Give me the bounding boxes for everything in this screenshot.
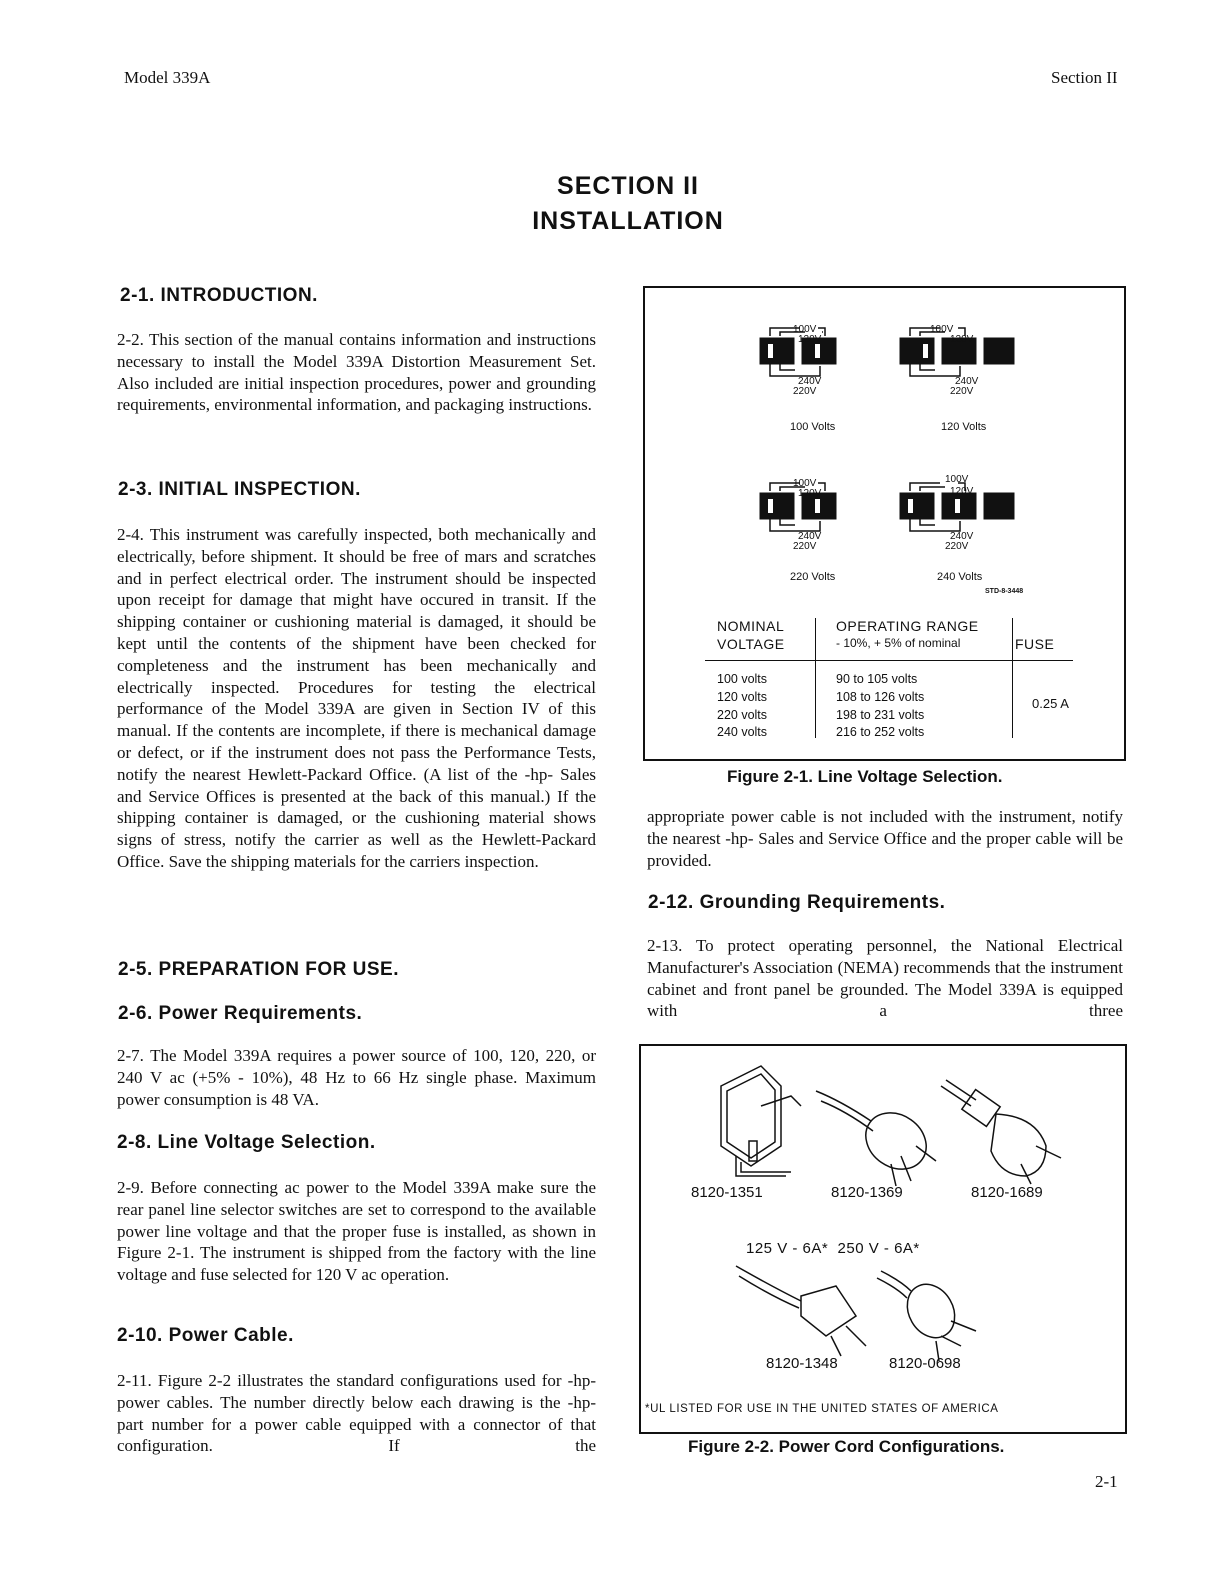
label-220v-4: 220V <box>945 541 969 552</box>
label-100v-4: 100V <box>945 474 969 485</box>
header-nominal-line2: VOLTAGE <box>717 636 785 652</box>
plug-8120-0698 <box>877 1271 976 1361</box>
label-220v-3: 220V <box>793 541 817 552</box>
figure-1-caption: Figure 2-1. Line Voltage Selection. <box>727 767 1003 786</box>
label-120v-3: 120V <box>798 488 822 499</box>
plug-8120-1348 <box>736 1266 866 1356</box>
header-nominal-line1: NOMINAL <box>717 618 785 634</box>
paragraph-2-13: 2-13. To protect operating personnel, the National Electrical Manufacturer's Association (NEMA) recommends that the instrument cabinet and front panel be grounded. The Model 339A is equipped with a three <box>647 936 1123 1021</box>
table-row-1-nominal: 100 volts <box>717 672 768 686</box>
table-row-1-range: 90 to 105 volts <box>836 672 918 686</box>
label-100v-3: 100V <box>793 478 817 489</box>
table-fuse-value: 0.25 A <box>1032 696 1069 711</box>
paragraph-2-4: 2-4. This instrument was carefully inspected, both mechanically and electrically, before shipment. It should be free of mars and scratches and in perfect electrical order. The instrument should be inspected upon receipt for damage that might have occured in transit. If the shipping container or cushioning material is damaged, it should be kept until the contents of the shipment have been checked for completeness and the instrument has been mechanically and electrically inspected. Procedures for testing the electrical performance of the Model 339A are given in Section IV of this manual. If the contents are incomplete, if there is mechanical damage or defect, or if the instrument does not pass the Performance Tests, notify the nearest Hewlett-Packard Office. (A list of the -hp- Sales and Service Offices is presented at the back of this manual.) If the shipping container is damaged, or the cushioning material shows signs of stress, notify the carrier as well as the Hewlett-Packard Office. Save the shipping materials for the carriers inspection. <box>117 525 596 871</box>
part-8120-1369: 8120-1369 <box>831 1184 903 1201</box>
heading-preparation-for-use: 2-5. PREPARATION FOR USE. <box>118 959 399 980</box>
label-240v-1: 240V <box>798 376 822 387</box>
figure-power-cords <box>639 1044 1127 1434</box>
table-row-4-range: 216 to 252 volts <box>836 725 925 739</box>
plug-8120-1369 <box>816 1091 937 1186</box>
label-240v-2: 240V <box>955 376 979 387</box>
setting-120-volts: 120 Volts <box>941 421 987 433</box>
table-row-3-range: 198 to 231 volts <box>836 708 925 722</box>
header-model: Model 339A <box>124 68 211 87</box>
part-8120-1348: 8120-1348 <box>766 1355 838 1372</box>
ul-footnote: *UL LISTED FOR USE IN THE UNITED STATES OF AMERICA <box>645 1403 999 1415</box>
heading-power-cable: 2-10. Power Cable. <box>117 1325 294 1346</box>
setting-240-volts: 240 Volts <box>937 571 983 583</box>
table-row-2-range: 108 to 126 volts <box>836 690 925 704</box>
table-row-3-nominal: 220 volts <box>717 708 768 722</box>
plug-8120-1351 <box>721 1066 801 1176</box>
setting-220-volts: 220 Volts <box>790 571 836 583</box>
figure-2-caption: Figure 2-2. Power Cord Configurations. <box>688 1437 1005 1456</box>
paragraph-2-11-continued: appropriate power cable is not included with the instrument, notify the nearest -hp- Sales and Service Office and the proper cable will be provided. <box>647 807 1123 870</box>
section-title: SECTION II <box>557 172 699 200</box>
paragraph-2-2: 2-2. This section of the manual contains information and instructions necessary to install the Model 339A Distortion Measurement Set. Also included are initial inspection procedures, power and grounding requirements, environmental information, and packaging instructions. <box>117 330 596 415</box>
label-240v-4: 240V <box>950 531 974 542</box>
heading-initial-inspection: 2-3. INITIAL INSPECTION. <box>118 479 361 500</box>
voltage-rating: 125 V - 6A* 250 V - 6A* <box>746 1240 920 1257</box>
header-operating-range-sub: - 10%, + 5% of nominal <box>836 636 961 650</box>
setting-100-volts: 100 Volts <box>790 421 836 433</box>
table-row-2-nominal: 120 volts <box>717 690 768 704</box>
plug-8120-1689 <box>941 1080 1061 1184</box>
part-8120-0698: 8120-0698 <box>889 1355 961 1372</box>
paragraph-2-7: 2-7. The Model 339A requires a power source of 100, 120, 220, or 240 V ac (+5% - 10%), 48 Hz to 66 Hz single phase. Maximum power consumption is 48 VA. <box>117 1046 596 1109</box>
label-240v-3: 240V <box>798 531 822 542</box>
part-8120-1351: 8120-1351 <box>691 1184 763 1201</box>
table-row-4-nominal: 240 volts <box>717 725 768 739</box>
label-220v-1: 220V <box>793 386 817 397</box>
header-section: Section II <box>1051 68 1118 87</box>
heading-introduction: 2-1. INTRODUCTION. <box>120 285 318 306</box>
header-operating-range: OPERATING RANGE <box>836 618 979 634</box>
part-8120-1689: 8120-1689 <box>971 1184 1043 1201</box>
power-plug-drawings <box>641 1046 1125 1432</box>
figure-code: STD-8-3448 <box>985 588 1024 595</box>
page-number: 2-1 <box>1095 1472 1118 1491</box>
section-subtitle: INSTALLATION <box>532 207 724 235</box>
label-120v-4: 120V <box>950 486 974 497</box>
paragraph-2-9: 2-9. Before connecting ac power to the Model 339A make sure the rear panel line selector switches are set to correspond to the available power line voltage and that the proper fuse is installed, as shown in Figure 2-1. The instrument is shipped from the factory with the line voltage and fuse selected for 120 V ac operation. <box>117 1178 596 1285</box>
paragraph-2-11: 2-11. Figure 2-2 illustrates the standard configurations used for -hp- power cables. The number directly below each drawing is the -hp- part number for a power cable equipped with a connector of that configuration. If the <box>117 1371 596 1456</box>
label-100v-1: 100V <box>793 324 817 335</box>
figure-line-voltage <box>643 286 1126 761</box>
label-120v-2: 120V <box>950 334 974 345</box>
heading-power-requirements: 2-6. Power Requirements. <box>118 1003 363 1024</box>
label-220v-2: 220V <box>950 386 974 397</box>
voltage-selector-diagrams <box>645 288 1124 588</box>
heading-grounding-requirements: 2-12. Grounding Requirements. <box>648 892 946 913</box>
label-120v-1: 120V <box>798 334 822 345</box>
label-100v-2: 100V <box>930 324 954 335</box>
heading-line-voltage-selection: 2-8. Line Voltage Selection. <box>117 1132 376 1153</box>
header-fuse: FUSE <box>1015 636 1055 652</box>
